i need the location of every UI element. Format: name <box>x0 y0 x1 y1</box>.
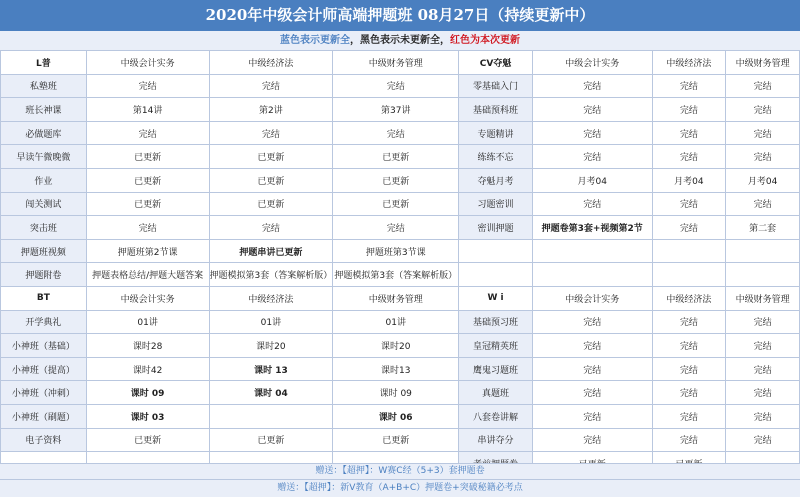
table-cell: 完结 <box>532 121 652 145</box>
table-cell: 完结 <box>726 381 800 405</box>
column-header: 中级会计实务 <box>86 286 209 310</box>
table-cell: 完结 <box>86 121 209 145</box>
table-cell: 月考04 <box>726 168 800 192</box>
table-row <box>1 381 800 405</box>
column-header: 中级财务管理 <box>333 286 459 310</box>
row-label: 鹰鬼习题班 <box>459 357 533 381</box>
table-cell: 已更新 <box>209 145 333 169</box>
column-header: 中级经济法 <box>652 286 726 310</box>
table-cell: 完结 <box>652 357 726 381</box>
row-label: 电子资料 <box>1 428 87 452</box>
table-cell: 完结 <box>726 404 800 428</box>
table-row <box>1 98 800 122</box>
table-cell: 完结 <box>652 216 726 240</box>
row-label: 私塾班 <box>1 74 87 98</box>
row-label: 开学典礼 <box>1 310 87 334</box>
column-header: 中级财务管理 <box>726 286 800 310</box>
table-cell: 完结 <box>652 98 726 122</box>
table-cell: 已更新 <box>333 192 459 216</box>
table-cell: 完结 <box>532 428 652 452</box>
table-cell: 押题卷第3套+视频第2节 <box>532 216 652 240</box>
table-cell: 完结 <box>652 428 726 452</box>
empty-cell <box>459 263 533 287</box>
table-row <box>1 121 800 145</box>
row-label: 早读午微晚微 <box>1 145 87 169</box>
table-cell: 已更新 <box>86 192 209 216</box>
row-label: 基础预习班 <box>459 310 533 334</box>
table-cell: 月考04 <box>532 168 652 192</box>
column-header: 中级会计实务 <box>532 286 652 310</box>
row-label: 作业 <box>1 168 87 192</box>
column-header: 中级经济法 <box>209 286 333 310</box>
footer-gift-2: 赠送：【超押】：新V教育（A+B+C）押题卷+突破秘籍必考点 <box>0 479 800 497</box>
table-cell: 已更新 <box>209 192 333 216</box>
page-title: 2020年中级会计师高端押题班 08月27日（持续更新中） <box>0 0 800 31</box>
table-cell: 已更新 <box>209 168 333 192</box>
empty-cell <box>532 263 652 287</box>
table-cell: 完结 <box>726 310 800 334</box>
row-label: 小神班（提高） <box>1 357 87 381</box>
empty-cell <box>726 239 800 263</box>
empty-cell <box>532 239 652 263</box>
table-cell: 完结 <box>726 334 800 358</box>
table-cell: 完结 <box>86 74 209 98</box>
table-cell: 课时 13 <box>209 357 333 381</box>
legend-black: 黑色表示未更新全 <box>360 35 440 46</box>
table-cell: 第37讲 <box>333 98 459 122</box>
row-label: 押题班视频 <box>1 239 87 263</box>
table-cell: 完结 <box>333 216 459 240</box>
table-cell: 完结 <box>652 334 726 358</box>
table-cell: 完结 <box>532 98 652 122</box>
empty-cell <box>726 263 800 287</box>
row-label: 闯关测试 <box>1 192 87 216</box>
table-cell: 完结 <box>652 145 726 169</box>
table-cell: 完结 <box>726 428 800 452</box>
column-header: 中级会计实务 <box>86 51 209 75</box>
table-cell: 第二套 <box>726 216 800 240</box>
row-label: 班长神课 <box>1 98 87 122</box>
table-cell: 第14讲 <box>86 98 209 122</box>
column-header: 中级经济法 <box>652 51 726 75</box>
table-cell: 完结 <box>333 121 459 145</box>
table-cell: 课时20 <box>333 334 459 358</box>
table-row <box>1 286 800 310</box>
row-label: 突击班 <box>1 216 87 240</box>
table-cell: 完结 <box>532 334 652 358</box>
table-row <box>1 74 800 98</box>
table-cell: 已更新 <box>333 428 459 452</box>
row-label: 小神班（刷题） <box>1 404 87 428</box>
table-cell: 完结 <box>532 310 652 334</box>
column-header: 中级财务管理 <box>726 51 800 75</box>
table-row <box>1 263 800 287</box>
row-label: 基础预科班 <box>459 98 533 122</box>
table-cell: 已更新 <box>333 168 459 192</box>
table-cell: 课时42 <box>86 357 209 381</box>
table-row <box>1 310 800 334</box>
table-cell: 完结 <box>652 74 726 98</box>
column-header: 中级财务管理 <box>333 51 459 75</box>
row-label: 八套卷讲解 <box>459 404 533 428</box>
row-label: 真题班 <box>459 381 533 405</box>
table-cell: 已更新 <box>86 168 209 192</box>
table-cell: 完结 <box>726 121 800 145</box>
section-title: L普 <box>1 51 87 75</box>
table-row <box>1 51 800 75</box>
table-cell: 押题班第2节课 <box>86 239 209 263</box>
table-cell: 完结 <box>726 145 800 169</box>
legend-sep: ， <box>440 35 450 46</box>
row-label: 串讲夺分 <box>459 428 533 452</box>
table-cell: 课时 09 <box>86 381 209 405</box>
table-cell: 完结 <box>726 98 800 122</box>
table-cell: 课时28 <box>86 334 209 358</box>
table-cell: 完结 <box>532 145 652 169</box>
table-cell: 第2讲 <box>209 98 333 122</box>
section-title: CV夺魁 <box>459 51 533 75</box>
row-label: 习题密训 <box>459 192 533 216</box>
legend-sep: ， <box>350 35 360 46</box>
table-cell: 课时 04 <box>209 381 333 405</box>
table-cell: 课时13 <box>333 357 459 381</box>
table-row <box>1 334 800 358</box>
table-cell: 完结 <box>652 310 726 334</box>
column-header: 中级经济法 <box>209 51 333 75</box>
row-label: 密训押题 <box>459 216 533 240</box>
table-cell: 完结 <box>532 74 652 98</box>
legend-blue: 蓝色表示更新全 <box>280 35 350 46</box>
row-label: 皇冠精英班 <box>459 334 533 358</box>
table-cell: 完结 <box>532 192 652 216</box>
table-row <box>1 428 800 452</box>
table-cell: 完结 <box>209 121 333 145</box>
color-legend <box>0 31 800 51</box>
table-cell: 完结 <box>652 192 726 216</box>
row-label: 小神班（冲刺） <box>1 381 87 405</box>
table-cell: 课时 06 <box>333 404 459 428</box>
table-cell: 课时20 <box>209 334 333 358</box>
table-row <box>1 357 800 381</box>
row-label: 夺魁月考 <box>459 168 533 192</box>
table-cell: 完结 <box>532 404 652 428</box>
table-row <box>1 168 800 192</box>
table-cell: 完结 <box>652 381 726 405</box>
row-label: 专题精讲 <box>459 121 533 145</box>
empty-cell <box>652 239 726 263</box>
legend-red: 红色为本次更新 <box>450 35 520 46</box>
table-cell: 完结 <box>652 404 726 428</box>
table-cell: 月考04 <box>652 168 726 192</box>
table-cell: 完结 <box>726 74 800 98</box>
table-row <box>1 216 800 240</box>
row-label: 小神班（基础） <box>1 334 87 358</box>
table-cell: 已更新 <box>333 145 459 169</box>
table-cell: 已更新 <box>86 145 209 169</box>
table-cell: 完结 <box>532 381 652 405</box>
table-cell: 完结 <box>209 216 333 240</box>
empty-cell <box>652 263 726 287</box>
table-cell: 课时 03 <box>86 404 209 428</box>
row-label: 零基础入门 <box>459 74 533 98</box>
table-cell <box>209 404 333 428</box>
row-label: 必做题库 <box>1 121 87 145</box>
table-cell: 完结 <box>532 357 652 381</box>
column-header: 中级会计实务 <box>532 51 652 75</box>
table-cell: 押题模拟第3套（答案解析版） <box>333 263 459 287</box>
table-cell: 押题班第3节课 <box>333 239 459 263</box>
table-cell: 01讲 <box>333 310 459 334</box>
table-cell: 01讲 <box>209 310 333 334</box>
table-row <box>1 404 800 428</box>
table-cell: 完结 <box>726 192 800 216</box>
table-row <box>1 239 800 263</box>
table-cell: 完结 <box>652 121 726 145</box>
row-label: 押题附卷 <box>1 263 87 287</box>
table-cell: 完结 <box>209 74 333 98</box>
empty-cell <box>459 239 533 263</box>
table-cell: 押题串讲已更新 <box>209 239 333 263</box>
schedule-table <box>0 50 800 476</box>
table-cell: 完结 <box>726 357 800 381</box>
table-cell: 完结 <box>333 74 459 98</box>
table-cell: 已更新 <box>86 428 209 452</box>
table-cell: 押题表格总结/押题大题答案 <box>86 263 209 287</box>
section-title: BT <box>1 286 87 310</box>
row-label: 练练不忘 <box>459 145 533 169</box>
table-row <box>1 192 800 216</box>
table-row <box>1 145 800 169</box>
section-title: W i <box>459 286 533 310</box>
table-cell: 押题模拟第3套（答案解析版） <box>209 263 333 287</box>
table-cell: 课时 09 <box>333 381 459 405</box>
table-cell: 01讲 <box>86 310 209 334</box>
table-cell: 完结 <box>86 216 209 240</box>
footer-gift-1: 赠送：【超押】：W赛C经（5+3）套押题卷 <box>0 463 800 479</box>
table-cell: 已更新 <box>209 428 333 452</box>
